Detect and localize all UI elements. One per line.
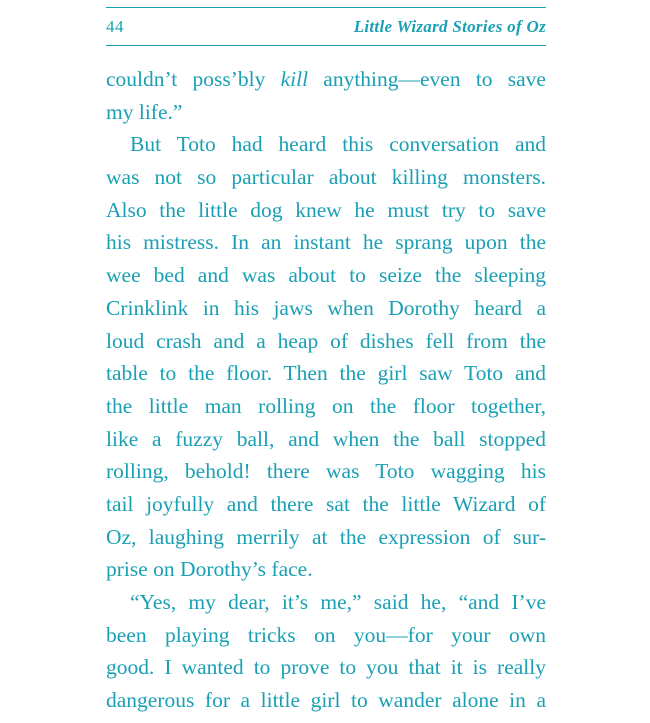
text-line: Oz, laughing merrily at the expression of sur- — [106, 524, 546, 549]
emphasized-word: kill — [280, 67, 309, 91]
text-line: his mistress. In an instant he sprang upon the — [106, 230, 546, 255]
body-text — [106, 63, 546, 717]
text-line: the little man rolling on the floor together, — [106, 393, 546, 418]
header-top-rule — [106, 7, 546, 8]
text-line: my life.” — [106, 99, 183, 124]
text-segment: anything—even to save — [308, 67, 546, 91]
paragraph-first-line: But Toto had heard this conversation and — [130, 132, 546, 157]
text-line: tail joyfully and there sat the little Wizard of — [106, 491, 546, 516]
running-title: Little Wizard Stories of Oz — [353, 17, 546, 36]
text-line: Also the little dog knew he must try to save — [106, 197, 546, 222]
text-line: table to the floor. Then the girl saw Toto and — [106, 361, 546, 386]
text-line — [106, 63, 546, 96]
text-line: good. I wanted to prove to you that it is really — [106, 655, 546, 680]
text-line: dangerous for a little girl to wander alone in a — [106, 688, 546, 713]
text-line: been playing tricks on you—for your own — [106, 622, 546, 647]
header-bottom-rule — [106, 45, 546, 46]
text-line: wee bed and was about to seize the sleeping — [106, 263, 546, 288]
text-segment: couldn’t poss’bly — [106, 67, 281, 91]
page-number: 44 — [106, 17, 124, 36]
running-header — [106, 7, 546, 49]
text-line: rolling, behold! there was Toto wagging his — [106, 459, 546, 484]
text-line: like a fuzzy ball, and when the ball stopped — [106, 426, 546, 451]
text-line: loud crash and a heap of dishes fell from the — [106, 328, 546, 353]
text-line: was not so particular about killing monsters. — [106, 165, 546, 190]
text-line: Crinklink in his jaws when Dorothy heard a — [106, 295, 546, 320]
paragraph-first-line: “Yes, my dear, it’s me,” said he, “and I’ve — [130, 590, 546, 614]
text-line: prise on Dorothy’s face. — [106, 557, 313, 582]
book-page — [106, 0, 546, 723]
